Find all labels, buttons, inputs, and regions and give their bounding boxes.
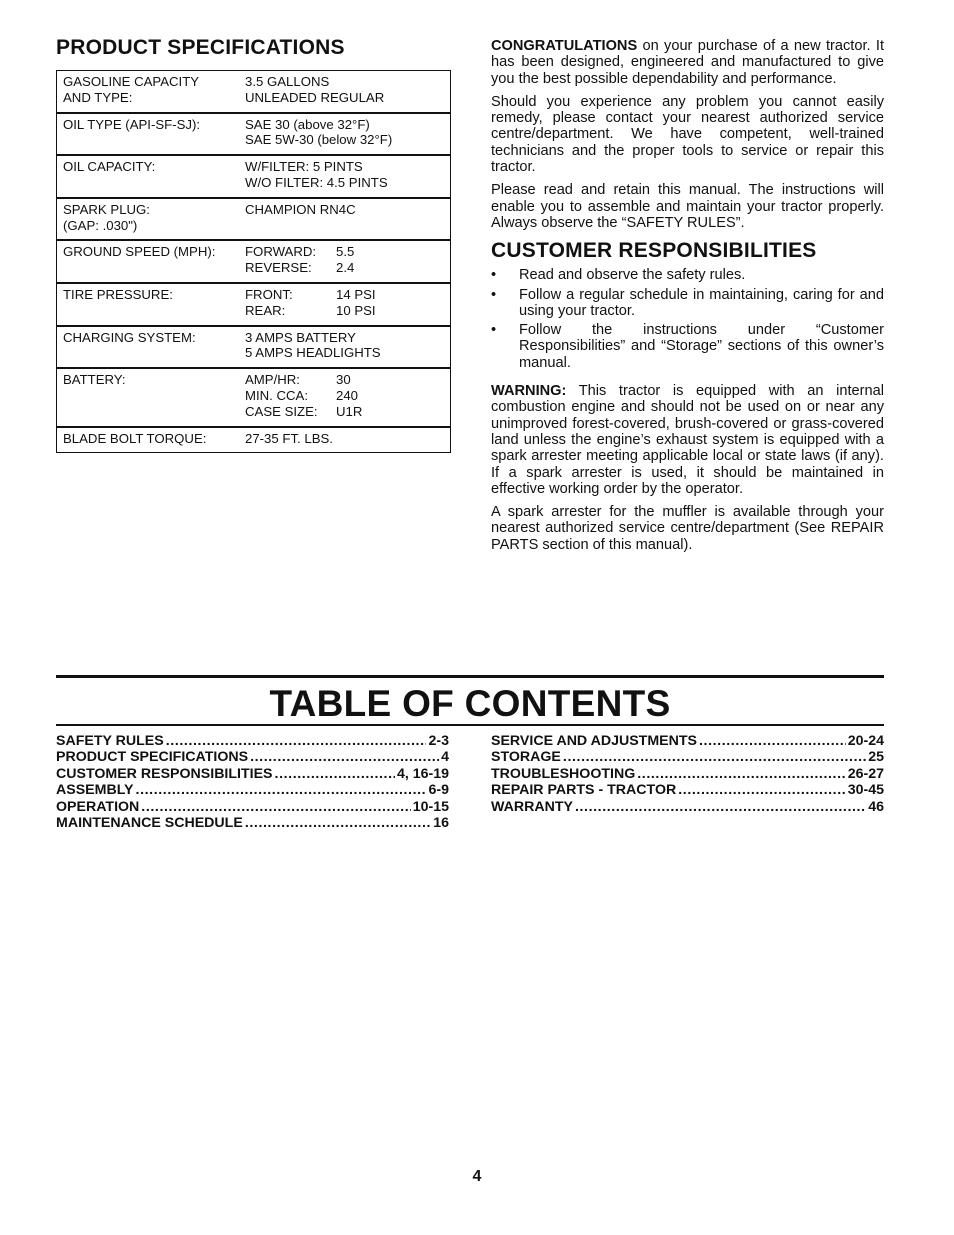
spec-value-key: FORWARD: xyxy=(245,244,317,260)
responsibilities-list xyxy=(491,267,884,371)
spec-label-line: TIRE PRESSURE: xyxy=(63,286,173,302)
spec-value-line xyxy=(245,132,444,148)
toc-entry-pages: 30-45 xyxy=(847,782,884,799)
toc-entry xyxy=(56,799,449,815)
toc-entry-title: ASSEMBLY xyxy=(56,782,134,799)
spec-value-key: SAE 30 (above 32°F) xyxy=(245,116,370,132)
spec-label-line: CHARGING SYSTEM: xyxy=(63,329,196,345)
spec-label-line: AND TYPE: xyxy=(63,89,133,105)
toc-dot-leader xyxy=(678,782,845,798)
toc-entry-pages: 4 xyxy=(441,749,449,766)
spec-value-amount: 14 PSI xyxy=(336,286,376,302)
toc-entry-title: OPERATION xyxy=(56,798,140,815)
spec-label xyxy=(57,283,240,326)
toc-entry-pages: 10-15 xyxy=(412,798,449,815)
toc-entry xyxy=(56,749,449,765)
spec-value xyxy=(239,198,451,241)
spec-value-line xyxy=(245,388,444,404)
toc-entry-title: CUSTOMER RESPONSIBILITIES xyxy=(56,765,273,782)
congratulations-paragraph xyxy=(491,38,884,87)
spec-value-key: 5 AMPS HEADLIGHTS xyxy=(245,345,381,361)
toc-entry-pages: 4, 16-19 xyxy=(396,765,449,782)
spec-label xyxy=(57,113,240,156)
toc-top-rule xyxy=(56,675,884,678)
spec-value-key: CHAMPION RN4C xyxy=(245,201,356,217)
spec-value-amount: 5.5 xyxy=(336,244,355,260)
table-row xyxy=(57,198,451,241)
toc-entry xyxy=(491,766,884,782)
spec-value-line xyxy=(245,202,444,218)
spec-value xyxy=(239,71,451,113)
spec-value-line xyxy=(245,404,444,420)
bullet: • xyxy=(491,286,497,303)
congratulations-lead: CONGRATULATIONS xyxy=(491,38,638,54)
toc-left-column xyxy=(56,733,449,831)
specs-heading: PRODUCT SPECIFICATIONS xyxy=(56,36,345,59)
spec-label-line: SPARK PLUG: xyxy=(63,201,150,217)
list-item xyxy=(491,322,884,371)
spec-value-line xyxy=(245,431,444,447)
customer-responsibilities-heading: CUSTOMER RESPONSIBILITIES xyxy=(491,239,817,263)
toc-entry xyxy=(56,815,449,831)
spec-value-key: UNLEADED REGULAR xyxy=(245,89,385,105)
specs-table xyxy=(56,70,451,453)
toc-entry-title: TROUBLESHOOTING xyxy=(491,765,636,782)
spec-value xyxy=(239,155,451,198)
spec-value xyxy=(239,240,451,283)
list-item-text: Read and observe the safety rules. xyxy=(519,267,746,284)
spec-value xyxy=(239,283,451,326)
table-row xyxy=(57,240,451,283)
spec-value-line xyxy=(245,303,444,319)
toc-entry xyxy=(491,733,884,749)
spec-value-amount: 240 xyxy=(336,387,359,403)
toc-entry-title: SAFETY RULES xyxy=(56,733,164,749)
spec-label xyxy=(57,71,240,113)
toc-entry xyxy=(491,782,884,798)
spec-value-key: 3.5 GALLONS xyxy=(245,74,330,89)
warning-label: WARNING: xyxy=(491,383,567,400)
product-specifications-section xyxy=(56,36,451,453)
toc-entry-pages: 6-9 xyxy=(428,782,449,799)
toc-entry xyxy=(56,766,449,782)
spark-arrester-paragraph: A spark arrester for the muffler is available through your nearest authorized service centre/department (See REPAIR PARTS section of this manual). xyxy=(491,504,884,553)
toc-dot-leader xyxy=(575,799,866,815)
toc-dot-leader xyxy=(637,766,845,782)
spec-label-line: BLADE BOLT TORQUE: xyxy=(63,430,207,446)
spec-value-line xyxy=(245,117,444,133)
spec-value-line xyxy=(245,159,444,175)
list-item-text: Follow the instructions under “Customer Responsibilities” and “Storage” sections of this owner’s manual. xyxy=(519,322,884,371)
retain-manual-paragraph: Please read and retain this manual. The instructions will enable you to assemble and maintain your tractor properly. Always observe the “SAFETY RULES”. xyxy=(491,182,884,231)
toc-bottom-rule xyxy=(56,724,884,726)
toc-right-column xyxy=(491,733,884,815)
spec-label-line: OIL CAPACITY: xyxy=(63,159,156,175)
spec-value-key: REVERSE: xyxy=(245,260,312,276)
spec-value-key: SAE 5W-30 (below 32°F) xyxy=(245,132,393,148)
spec-label-line: (GAP: .030") xyxy=(63,217,138,233)
toc-entry-pages: 26-27 xyxy=(847,765,884,782)
spec-value-key: 3 AMPS BATTERY xyxy=(245,329,356,345)
spec-value-line xyxy=(245,90,444,106)
toc-entry-title: STORAGE xyxy=(491,749,561,766)
spec-label xyxy=(57,155,240,198)
spec-value-line xyxy=(245,330,444,346)
toc-entry-title: REPAIR PARTS - TRACTOR xyxy=(491,782,677,799)
spec-value-line xyxy=(245,287,444,303)
spec-value-line xyxy=(245,260,444,276)
spec-value-amount: 2.4 xyxy=(336,260,355,276)
toc-dot-leader xyxy=(563,749,866,765)
toc-entry-pages: 20-24 xyxy=(847,733,884,749)
toc-entry-title: WARRANTY xyxy=(491,798,573,815)
spec-value xyxy=(239,427,451,453)
toc-entry-title: PRODUCT SPECIFICATIONS xyxy=(56,749,249,766)
toc-dot-leader xyxy=(250,749,439,765)
problem-paragraph: Should you experience any problem you cannot easily remedy, please contact your nearest authorized service centre/department. We have competent, well-trained technicians and the proper tools to service or repair this tractor. xyxy=(491,93,884,176)
toc-entry xyxy=(491,749,884,765)
spec-label-line: OIL TYPE (API-SF-SJ): xyxy=(63,116,201,132)
toc-dot-leader xyxy=(245,815,431,831)
spec-value-key: REAR: xyxy=(245,302,286,318)
spec-value-amount: 30 xyxy=(336,372,351,388)
toc-dot-leader xyxy=(699,733,846,749)
spec-label-line: GROUND SPEED (MPH): xyxy=(63,244,216,260)
toc-dot-leader xyxy=(275,766,395,782)
toc-dot-leader xyxy=(141,799,410,815)
spec-label xyxy=(57,427,240,453)
toc-dot-leader xyxy=(136,782,427,798)
spec-value xyxy=(239,368,451,426)
spec-value-line xyxy=(245,175,444,191)
bullet: • xyxy=(491,267,497,284)
list-item xyxy=(491,287,884,320)
bullet: • xyxy=(491,322,497,339)
warning-text: This tractor is equipped with an internal combustion engine and should not be used on or near any unimproved forest-covered, brush-covered or grass-covered land unless the engine’s exhaust system is equipped with a spark arrester meeting applicable local or state laws (if any). If a spark arrester is used, it should be maintained in effective working order by the operator. xyxy=(491,383,884,497)
table-row xyxy=(57,71,451,113)
spec-label-line: BATTERY: xyxy=(63,372,126,388)
toc-entry-pages: 46 xyxy=(868,798,884,815)
spec-value-amount: U1R xyxy=(336,403,363,419)
spec-value xyxy=(239,326,451,369)
toc-entry-title: MAINTENANCE SCHEDULE xyxy=(56,815,243,832)
congratulations-text: on your purchase of a new tractor. It has been designed, engineered and manufactured to give you the best possible dependability and performance. xyxy=(491,38,884,87)
spec-label-line: GASOLINE CAPACITY xyxy=(63,74,200,89)
toc-entry-title: SERVICE AND ADJUSTMENTS xyxy=(491,733,698,749)
table-row xyxy=(57,368,451,426)
spec-value-key: CASE SIZE: xyxy=(245,403,318,419)
spec-label xyxy=(57,240,240,283)
toc-entry xyxy=(491,799,884,815)
spec-value-key: W/O FILTER: 4.5 PINTS xyxy=(245,174,388,190)
spec-value-key: MIN. CCA: xyxy=(245,387,309,403)
spec-label xyxy=(57,326,240,369)
spec-value-line xyxy=(245,74,444,90)
toc-entry xyxy=(56,733,449,749)
list-item-text: Follow a regular schedule in maintaining, caring for and using your tractor. xyxy=(519,286,884,319)
toc-entry-pages: 16 xyxy=(433,815,449,832)
table-row xyxy=(57,155,451,198)
toc-entry-pages: 2-3 xyxy=(428,733,449,749)
spec-value-line xyxy=(245,372,444,388)
toc-title: TABLE OF CONTENTS xyxy=(269,683,671,724)
spec-label xyxy=(57,198,240,241)
table-row xyxy=(57,326,451,369)
warning-paragraph xyxy=(491,383,884,497)
spec-value-key: W/FILTER: 5 PINTS xyxy=(245,159,363,175)
spec-value-amount: 10 PSI xyxy=(336,302,376,318)
table-row xyxy=(57,113,451,156)
spec-value-key: AMP/HR: xyxy=(245,372,300,388)
toc-entry xyxy=(56,782,449,798)
spec-value-key: FRONT: xyxy=(245,286,293,302)
intro-section xyxy=(491,38,884,560)
table-row xyxy=(57,427,451,453)
table-row xyxy=(57,283,451,326)
spec-value-line xyxy=(245,345,444,361)
list-item xyxy=(491,267,884,283)
toc-entry-pages: 25 xyxy=(868,749,884,766)
spec-value xyxy=(239,113,451,156)
spec-label xyxy=(57,368,240,426)
page-number: 4 xyxy=(472,1168,482,1185)
spec-value-line xyxy=(245,244,444,260)
toc-dot-leader xyxy=(166,733,427,749)
spec-value-key: 27-35 FT. LBS. xyxy=(245,430,333,446)
